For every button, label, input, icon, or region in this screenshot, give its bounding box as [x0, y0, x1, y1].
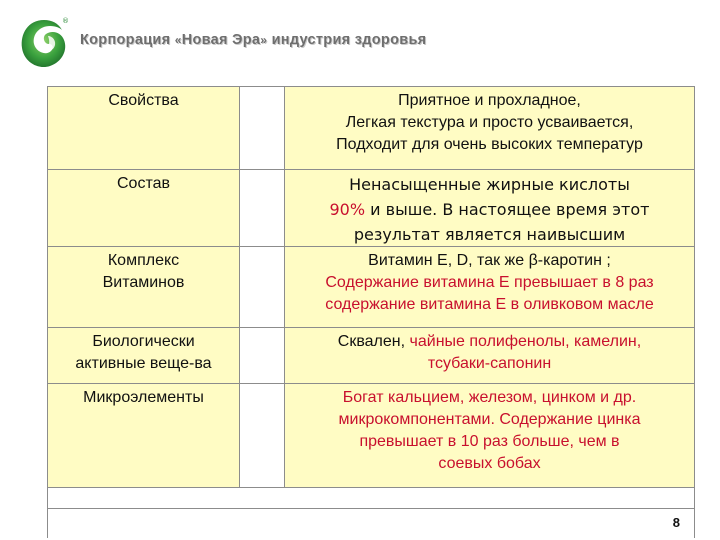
- column-gap: [240, 170, 285, 246]
- property-label: Свойства: [108, 92, 179, 109]
- property-cell: [48, 384, 240, 487]
- value-text: Ненасыщенные жирные кислоты: [349, 175, 630, 194]
- value-text: Сквален,: [337, 333, 410, 350]
- property-cell: [48, 328, 240, 383]
- value-text: и выше. В настоящее время этот: [365, 200, 650, 219]
- value-cell: [285, 247, 694, 327]
- value-cell: [285, 170, 694, 246]
- value-line: [285, 387, 694, 409]
- value-line: [285, 90, 694, 112]
- table-row: [47, 383, 695, 488]
- brand-name: [80, 32, 426, 48]
- brand-suffix: индустрия здоровья: [267, 32, 427, 48]
- property-cell: [48, 87, 240, 169]
- highlight-text: превышает в 10 раз больше, чем в: [359, 433, 620, 450]
- table-row: [47, 246, 695, 328]
- highlight-text: соевых бобах: [438, 455, 541, 472]
- green-swirl-logo-icon: [18, 14, 70, 72]
- value-text: Подходит для очень высоких температур: [336, 136, 643, 153]
- highlight-text: чайные полифенолы, камелин,: [409, 333, 642, 350]
- table-row: [47, 327, 695, 384]
- column-gap: [240, 87, 285, 169]
- highlight-text: 90%: [329, 200, 366, 219]
- value-text: результат является наивысшим: [353, 225, 626, 244]
- value-text: Легкая текстура и просто усваивается,: [345, 114, 634, 131]
- column-gap: [240, 247, 285, 327]
- value-line: [285, 222, 694, 247]
- properties-table: [47, 86, 695, 488]
- table-row: [47, 169, 695, 247]
- property-label: Состав: [117, 175, 170, 192]
- value-line: [285, 112, 694, 134]
- property-label: активные веще-ва: [75, 355, 212, 372]
- property-label: Комплекс: [107, 252, 180, 269]
- registered-mark: ®: [62, 17, 69, 25]
- value-line: [285, 331, 694, 353]
- brand-quote-open: «: [174, 33, 182, 47]
- brand-prefix: Корпорация: [80, 32, 175, 48]
- header: [18, 14, 578, 74]
- brand-quote-close: »: [260, 33, 268, 47]
- value-line: [285, 197, 694, 222]
- value-text: Витамин E, D, так же β-каротин ;: [368, 252, 611, 269]
- table-row: [47, 86, 695, 170]
- highlight-text: микрокомпонентами. Содержание цинка: [338, 411, 641, 428]
- property-cell: [48, 247, 240, 327]
- brand-core: Новая Эра: [181, 32, 261, 48]
- value-line: [285, 272, 694, 294]
- value-cell: [285, 384, 694, 487]
- page-number: 8: [672, 515, 680, 530]
- value-line: [285, 294, 694, 316]
- value-line: [285, 453, 694, 475]
- value-line: [285, 172, 694, 197]
- value-line: [285, 250, 694, 272]
- column-gap: [240, 328, 285, 383]
- column-gap: [240, 384, 285, 487]
- value-line: [285, 431, 694, 453]
- footer: [47, 508, 695, 538]
- value-text: Приятное и прохладное,: [398, 92, 581, 109]
- highlight-text: Богат кальцием, железом, цинком и др.: [342, 389, 637, 406]
- value-line: [285, 134, 694, 156]
- highlight-text: тсубаки-сапонин: [427, 355, 552, 372]
- property-label: Витаминов: [102, 274, 185, 291]
- highlight-text: содержание витамина E в оливковом масле: [325, 296, 654, 313]
- value-cell: [285, 87, 694, 169]
- highlight-text: Содержание витамина E превышает в 8 раз: [325, 274, 654, 291]
- property-label: Микроэлементы: [83, 389, 204, 406]
- property-label: Биологически: [92, 333, 195, 350]
- value-line: [285, 353, 694, 375]
- value-cell: [285, 328, 694, 383]
- property-cell: [48, 170, 240, 246]
- value-line: [285, 409, 694, 431]
